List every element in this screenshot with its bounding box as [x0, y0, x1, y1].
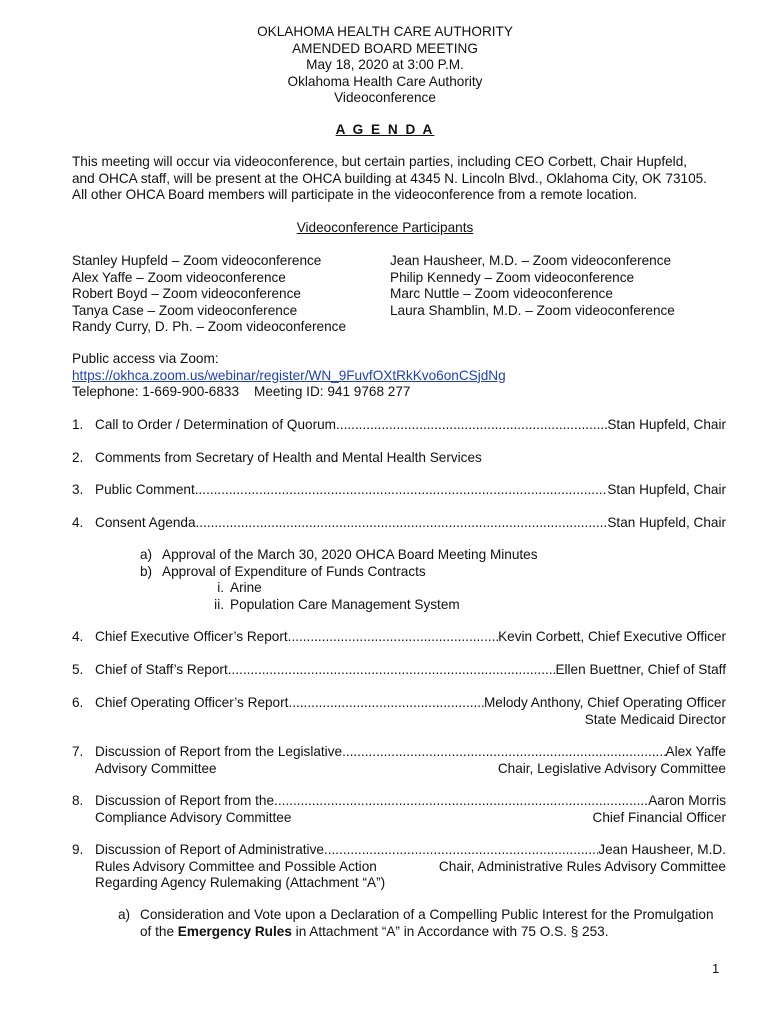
- agenda-item-number: 2.: [72, 450, 84, 465]
- agenda-item-presenter-title: Chief Financial Officer: [592, 809, 726, 825]
- agenda-item-number: 7.: [72, 744, 84, 759]
- agenda-item-title: Consent Agenda: [95, 515, 196, 530]
- list-item-label: a): [118, 907, 131, 922]
- agenda-item-presenter: Alex Yaffe: [665, 744, 726, 759]
- participants-heading: Videoconference Participants: [296, 220, 474, 235]
- agenda-item-number: 4.: [72, 515, 84, 530]
- agenda-item: [72, 793, 726, 826]
- public-access: [72, 351, 732, 401]
- agenda-item-title-cont: Regarding Agency Rulemaking (Attachment “A”): [95, 875, 386, 890]
- header-line-format: Videoconference: [334, 90, 436, 106]
- list-item-text: Population Care Management System: [230, 596, 460, 612]
- participant: Philip Kennedy – Zoom videoconference: [390, 269, 635, 285]
- list-item-label: ii.: [214, 596, 224, 612]
- agenda-item-title: Call to Order / Determination of Quorum: [95, 417, 337, 432]
- list-item-text: Approval of the March 30, 2020 OHCA Board Meeting Minutes: [162, 547, 538, 562]
- list-item: [140, 564, 538, 581]
- list-item-text: Arine: [230, 580, 262, 595]
- list-item-text: in Attachment “A” in Accordance with 75 O.S. § 253.: [295, 923, 609, 939]
- agenda-item-presenter-title: Chair, Administrative Rules Advisory Committee: [438, 858, 726, 874]
- participant: Jean Hausheer, M.D. – Zoom videoconference: [390, 253, 672, 268]
- agenda-title: A G E N D A: [335, 122, 435, 137]
- agenda-item-title: Chief Executive Officer’s Report: [95, 629, 288, 644]
- list-item-text: Approval of Expenditure of Funds Contracts: [162, 563, 426, 579]
- agenda-item-title-cont: Advisory Committee: [95, 760, 217, 776]
- agenda-item-number: 9.: [72, 842, 84, 857]
- participants-right-column: [390, 253, 675, 319]
- header-line-location: Oklahoma Health Care Authority: [287, 73, 483, 89]
- meeting-id: Meeting ID: 941 9768 277: [254, 384, 411, 399]
- agenda-item: [72, 842, 726, 892]
- agenda-item-presenter: Stan Hupfeld, Chair: [607, 515, 726, 530]
- agenda-item: [72, 417, 726, 434]
- intro-line: This meeting will occur via videoconference, but certain parties, including CEO Corbett, Chair Hupfeld,: [72, 154, 688, 169]
- agenda-item-number: 1.: [72, 417, 84, 432]
- agenda-item-presenter: Kevin Corbett, Chief Executive Officer: [498, 629, 726, 644]
- telephone-number: Telephone: 1-669-900-6833: [72, 384, 240, 399]
- agenda-item: [72, 515, 726, 532]
- list-item-label: b): [140, 563, 153, 579]
- dial-in-info: [72, 384, 732, 401]
- agenda-item-number: 5.: [72, 662, 84, 677]
- agenda-item-number: 4.: [72, 629, 84, 644]
- list-item: [140, 580, 538, 597]
- agenda-item-number: 3.: [72, 482, 84, 497]
- list-item: [140, 597, 538, 614]
- agenda-item: [72, 744, 726, 777]
- participant: Alex Yaffe – Zoom videoconference: [72, 269, 286, 285]
- agenda-item-title-cont: Compliance Advisory Committee: [95, 809, 292, 825]
- agenda-item: [72, 629, 726, 646]
- agenda-item-presenter: Stan Hupfeld, Chair: [607, 482, 726, 497]
- agenda-item-title: Discussion of Report from the: [95, 793, 275, 808]
- agenda-item-presenter: Jean Hausheer, M.D.: [598, 842, 726, 857]
- agenda-item-title-cont: Rules Advisory Committee and Possible Action: [95, 858, 377, 874]
- document-header: [0, 24, 770, 107]
- agenda-item-title: Chief of Staff’s Report: [95, 662, 228, 677]
- public-access-label: Public access via Zoom:: [72, 351, 219, 366]
- list-item-label: a): [140, 547, 153, 562]
- participant: Randy Curry, D. Ph. – Zoom videoconference: [72, 319, 347, 334]
- zoom-registration-link[interactable]: https://okhca.zoom.us/webinar/register/WN_9FuvfOXtRkKvo6onCSjdNg: [72, 367, 506, 383]
- agenda-item-presenter: Stan Hupfeld, Chair: [607, 417, 726, 432]
- list-item-text: of the: [140, 923, 175, 939]
- agenda-item-number: 8.: [72, 793, 84, 808]
- consent-agenda-subitems: [140, 547, 538, 613]
- agenda-item-presenter-title: State Medicaid Director: [584, 711, 726, 727]
- participant: Robert Boyd – Zoom videoconference: [72, 286, 301, 301]
- participant: Tanya Case – Zoom videoconference: [72, 302, 298, 318]
- list-item-text: Consideration and Vote upon a Declaration of a Compelling Public Interest for the Promulgation: [140, 907, 714, 922]
- header-line-meeting: AMENDED BOARD MEETING: [292, 40, 478, 56]
- header-line-date: May 18, 2020 at 3:00 P.M.: [306, 57, 464, 73]
- participants-left-column: [72, 253, 346, 336]
- emphasis-text: Emergency Rules: [177, 923, 292, 939]
- agenda-item-title: Discussion of Report of Administrative: [95, 842, 324, 857]
- agenda-item-presenter: Aaron Morris: [648, 793, 726, 808]
- agenda-item: [72, 482, 726, 499]
- list-item: [140, 547, 538, 564]
- intro-line: and OHCA staff, will be present at the OHCA building at 4345 N. Lincoln Blvd., Oklahoma City, OK 73105.: [72, 170, 707, 186]
- agenda-item-title: Chief Operating Officer’s Report: [95, 695, 289, 710]
- agenda-item-title: Public Comment: [95, 482, 195, 497]
- participant: Laura Shamblin, M.D. – Zoom videoconference: [390, 302, 675, 318]
- agenda-item-number: 6.: [72, 695, 84, 710]
- page-number: 1: [712, 961, 720, 976]
- agenda-item-title: Discussion of Report from the Legislative: [95, 744, 343, 759]
- participant: Marc Nuttle – Zoom videoconference: [390, 286, 613, 301]
- intro-line: All other OHCA Board members will participate in the videoconference from a remote location.: [72, 187, 638, 202]
- agenda-item-presenter: Ellen Buettner, Chief of Staff: [555, 662, 726, 677]
- agenda-item-presenter-title: Chair, Legislative Advisory Committee: [497, 760, 726, 776]
- list-item-label: i.: [217, 580, 224, 595]
- agenda-item: [72, 662, 726, 679]
- agenda-item: [72, 450, 726, 467]
- agenda-item-title: Comments from Secretary of Health and Mental Health Services: [95, 450, 482, 465]
- agenda-item-presenter: Melody Anthony, Chief Operating Officer: [483, 695, 726, 710]
- list-item: [118, 907, 728, 940]
- intro-paragraph: [72, 154, 732, 204]
- participant: Stanley Hupfeld – Zoom videoconference: [72, 253, 322, 268]
- header-line-organization: OKLAHOMA HEALTH CARE AUTHORITY: [257, 24, 513, 39]
- agenda-item: [72, 695, 726, 728]
